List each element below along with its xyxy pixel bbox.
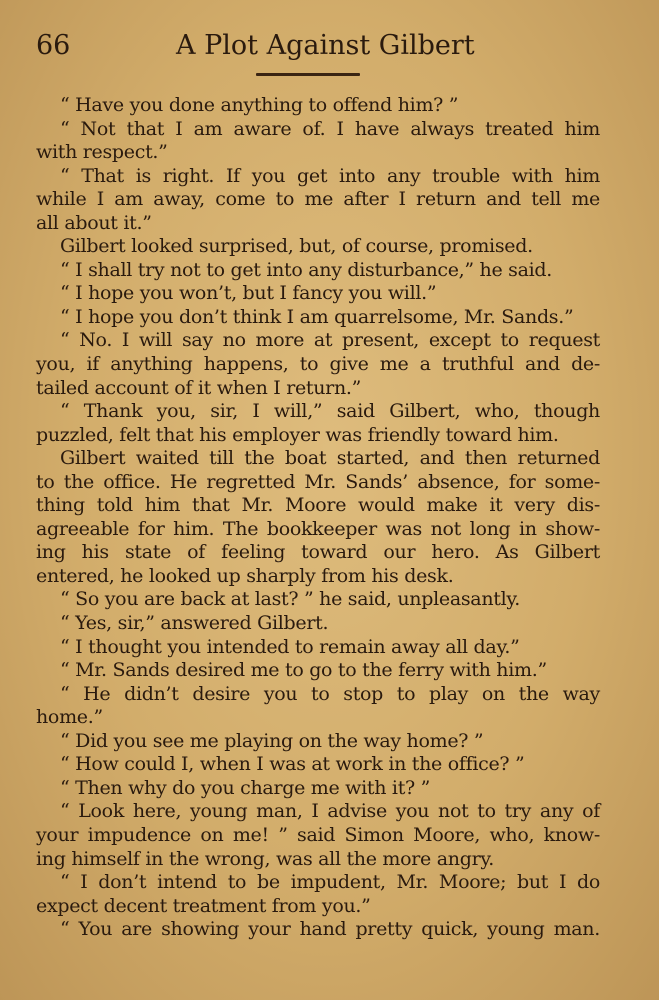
text-line: “ Thank you, sir, I will,” said Gilbert, who, though xyxy=(60,400,600,423)
text-line: “ I hope you won’t, but I fancy you will.” xyxy=(60,282,437,305)
text-line: “ So you are back at last? ” he said, unpleasantly. xyxy=(60,588,521,611)
text-line: “ I thought you intended to remain away all day.” xyxy=(60,635,520,658)
text-line: “ Mr. Sands desired me to go to the ferry with him.” xyxy=(60,659,547,682)
text-line: “ Did you see me playing on the way home? ” xyxy=(60,729,484,752)
text-line: while I am away, come to me after I return and tell me xyxy=(36,188,600,211)
text-line: ing his state of feeling toward our hero. As Gilbert xyxy=(36,541,600,564)
page-header xyxy=(36,30,616,70)
running-title: A Plot Against Gilbert xyxy=(176,30,475,61)
text-line: agreeable for him. The bookkeeper was not long in show- xyxy=(36,517,600,540)
text-line: “ Yes, sir,” answered Gilbert. xyxy=(60,612,329,635)
page-number: 66 xyxy=(36,30,71,61)
text-line: your impudence on me! ” said Simon Moore, who, know- xyxy=(36,823,600,846)
text-line: “ He didn’t desire you to stop to play on the way xyxy=(60,682,600,705)
text-line: ing himself in the wrong, was all the more angry. xyxy=(36,847,494,870)
text-line: Gilbert looked surprised, but, of course, promised. xyxy=(60,235,533,258)
text-line: “ I hope you don’t think I am quarrelsome, Mr. Sands.” xyxy=(60,305,574,328)
text-line: puzzled, felt that his employer was friendly toward him. xyxy=(36,423,559,446)
text-line: with respect.” xyxy=(36,141,168,164)
text-line: tailed account of it when I return.” xyxy=(36,376,362,399)
text-line: “ Not that I am aware of. I have always treated him xyxy=(60,117,600,140)
text-line: “ That is right. If you get into any trouble with him xyxy=(60,164,600,187)
text-line: “ Have you done anything to offend him? ” xyxy=(60,94,459,116)
text-line: thing told him that Mr. Moore would make it very dis- xyxy=(36,494,600,517)
text-line: Gilbert waited till the boat started, and then returned xyxy=(60,447,600,470)
text-line: all about it.” xyxy=(36,211,152,234)
text-line: entered, he looked up sharply from his desk. xyxy=(36,564,454,587)
text-line: “ You are showing your hand pretty quick, young man. xyxy=(60,918,600,941)
text-line: home.” xyxy=(36,706,103,729)
text-line: “ Look here, young man, I advise you not to try any of xyxy=(60,800,600,823)
text-line: you, if anything happens, to give me a truthful and de- xyxy=(36,353,600,376)
text-line: “ I shall try not to get into any disturbance,” he said. xyxy=(60,258,553,281)
text-line: “ I don’t intend to be impudent, Mr. Moore; but I do xyxy=(60,871,600,894)
text-line: “ How could I, when I was at work in the office? ” xyxy=(60,753,525,776)
text-line: “ Then why do you charge me with it? ” xyxy=(60,776,431,799)
text-line: “ No. I will say no more at present, except to request xyxy=(60,329,600,352)
text-line: expect decent treatment from you.” xyxy=(36,894,371,917)
text-line: to the office. He regretted Mr. Sands’ absence, for some- xyxy=(36,470,600,493)
body-text xyxy=(36,94,600,942)
header-rule xyxy=(256,73,360,76)
